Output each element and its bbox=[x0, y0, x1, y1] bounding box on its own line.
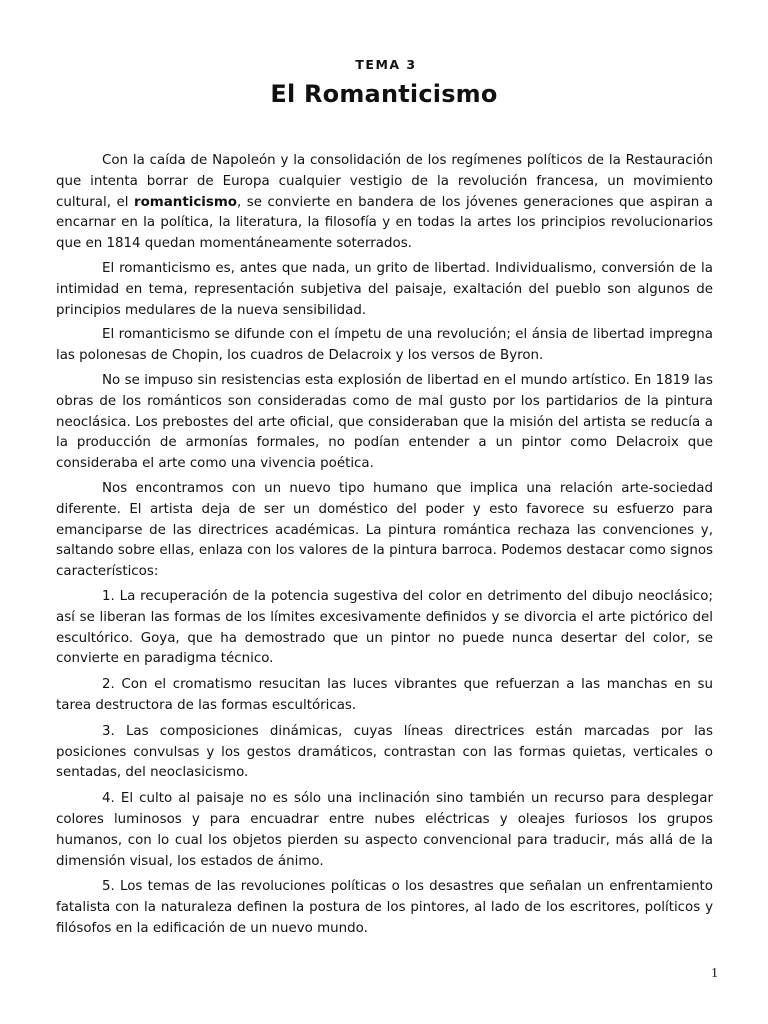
paragraph-intro bbox=[56, 151, 713, 255]
document-body bbox=[56, 151, 713, 945]
intro-text-end: , se convierte en bandera de los jóvenes generaciones que aspiran a encarnar en la política, la literatura, la filosofía y en todas la artes los principios revolucionarios que en 1814 quedan momentáneamente soterrados. bbox=[56, 194, 714, 252]
topic-label: TEMA 3 bbox=[355, 57, 417, 72]
list-item: 3. Las composiciones dinámicas, cuyas líneas directrices están marcadas por las posiciones convulsas y los gestos dramáticos, contrastan con las formas quietas, verticales o sentadas, del neoclasicismo. bbox=[56, 723, 713, 781]
paragraph: No se impuso sin resistencias esta explosión de libertad en el mundo artístico. En 1819 las obras de los románticos son consideradas como de mal gusto por los partidarios de la pintura neoclásica. Los prebostes del arte oficial, que consideraban que la misión del artista se reducía a la producción de armonías formales, no podían entender a un pintor como Delacroix que consideraba el arte como una vivencia poética. bbox=[56, 372, 713, 472]
list-item: 1. La recuperación de la potencia sugestiva del color en detrimento del dibujo neoclásico; así se liberan las formas de los límites excesivamente definidos y se divorcia el arte pictórico del escultórico. Goya, que ha demostrado que un pintor no puede nunca desertar del color, se convierte en paradigma técnico. bbox=[56, 588, 713, 667]
paragraph: El romanticismo se difunde con el ímpetu de una revolución; el ánsia de libertad impregna las polonesas de Chopin, los cuadros de Delacroix y los versos de Byron. bbox=[56, 327, 713, 364]
intro-text-start: Con la caída de Napoleón y la consolidación de los regímenes políticos de la Restauración que intenta borrar de Europa cualquier vestigio de la revolución francesa, un movimiento cultural, el bbox=[56, 153, 713, 210]
paragraph: El romanticismo es, antes que nada, un grito de libertad. Individualismo, conversión de la intimidad en tema, representación subjetiva del paisaje, exaltación del pueblo son algunos de principios medulares de la nueva sensibilidad. bbox=[56, 260, 713, 318]
list-item: 2. Con el cromatismo resucitan las luces vibrantes que refuerzan a las manchas en su tarea destructora de las formas escultóricas. bbox=[56, 677, 713, 713]
highlighted-term: romanticismo bbox=[134, 194, 237, 210]
list-item: 5. Los temas de las revoluciones políticas o los desastres que señalan un enfrentamiento fatalista con la naturaleza definen la postura de los pintores, al lado de los escritores, políticos y filósofos en la edificación de un nuevo mundo. bbox=[56, 879, 713, 936]
page-number: 1 bbox=[711, 966, 718, 981]
page-title: El Romanticismo bbox=[270, 80, 498, 108]
paragraph: Nos encontramos con un nuevo tipo humano que implica una relación arte-sociedad diferente. El artista deja de ser un doméstico del poder y esto favorece su esfuerzo para emanciparse de las directrices académicas. La pintura romántica rechaza las convenciones y, saltando sobre ellas, enlaza con los valores de la pintura barroca. Podemos destacar como signos característicos: bbox=[56, 480, 713, 580]
list-item: 4. El culto al paisaje no es sólo una inclinación sino también un recurso para desplegar colores luminosos y para encuadrar entre nubes eléctricas y oleajes furiosos los grupos humanos, con lo cual los objetos pierden su aspecto convencional para traducir, más allá de la dimensión visual, los estados de ánimo. bbox=[56, 791, 713, 869]
